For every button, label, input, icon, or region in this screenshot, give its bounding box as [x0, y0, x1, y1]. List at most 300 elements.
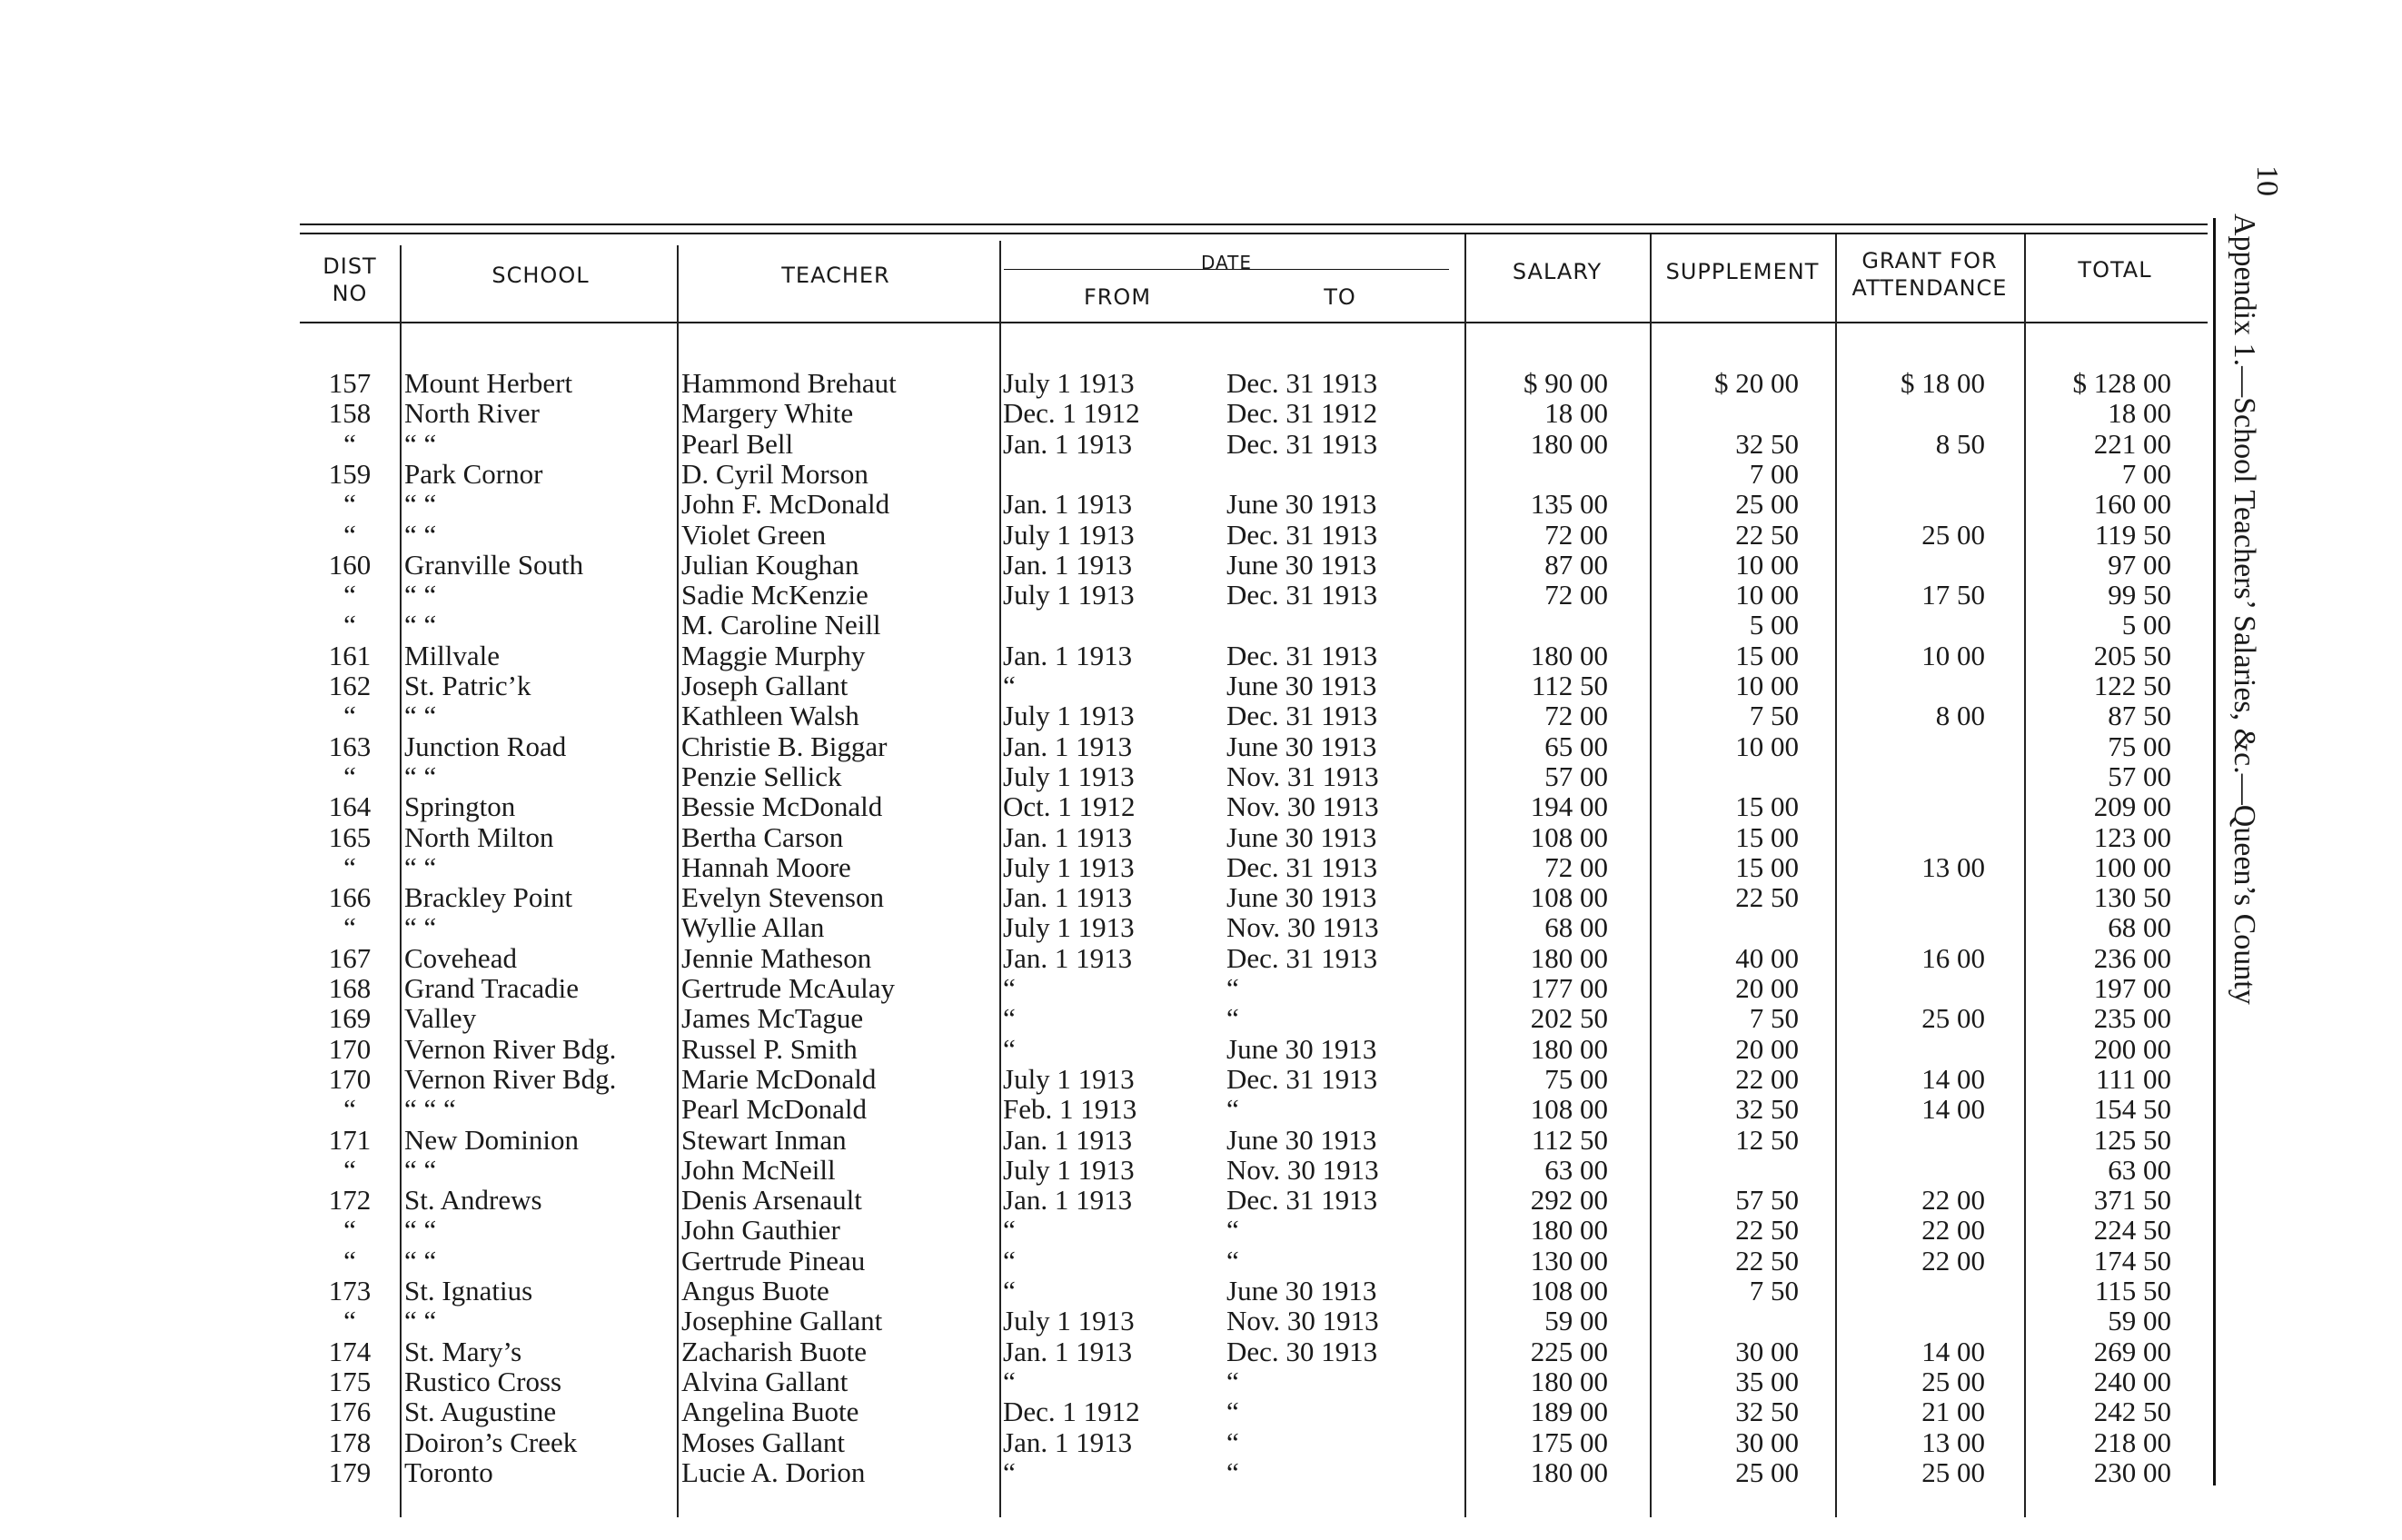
school-cell: “ “	[404, 1153, 437, 1186]
total-cell: 205 50	[2093, 639, 2171, 671]
grant-cell: 25 00	[1921, 518, 1985, 551]
school-cell: Vernon River Bdg.	[404, 1032, 617, 1065]
dist-cell: 158	[328, 397, 372, 430]
dist-cell: 163	[328, 730, 372, 762]
school-cell: Granville South	[404, 548, 584, 581]
school-cell: “ “	[404, 427, 437, 460]
supplement-cell: 32 50	[1735, 1093, 1799, 1126]
teacher-cell: Bessie McDonald	[681, 790, 883, 823]
teacher-cell: Pearl McDonald	[681, 1093, 868, 1126]
total-cell: 115 50	[2094, 1275, 2171, 1307]
date-to-cell: Dec. 31 1913	[1226, 700, 1378, 732]
salary-cell: 194 00	[1530, 790, 1608, 823]
date-to-cell: Dec. 30 1913	[1226, 1335, 1378, 1367]
teacher-cell: Hannah Moore	[681, 850, 851, 883]
dist-cell: “	[343, 700, 356, 732]
grant-cell: 22 00	[1921, 1244, 1985, 1277]
school-cell: “ “	[404, 1214, 437, 1247]
total-cell: 197 00	[2093, 972, 2171, 1004]
supplement-cell: 57 50	[1735, 1184, 1799, 1217]
total-cell: 5 00	[2121, 609, 2171, 641]
dist-cell: “	[343, 488, 356, 521]
salary-cell: 72 00	[1544, 579, 1608, 611]
header-salary: SALARY	[1512, 259, 1603, 284]
school-cell: St. Mary’s	[404, 1335, 522, 1367]
date-to-cell: “	[1226, 1002, 1239, 1035]
page-number: 10	[2250, 165, 2284, 196]
supplement-cell: 15 00	[1735, 639, 1799, 671]
dist-cell: 165	[328, 820, 372, 853]
grant-cell: 14 00	[1921, 1093, 1985, 1126]
total-cell: 240 00	[2093, 1365, 2171, 1397]
salary-cell: 63 00	[1544, 1153, 1608, 1186]
salary-cell: 180 00	[1530, 1365, 1608, 1397]
school-cell: “ “	[404, 579, 437, 611]
teacher-cell: Moses Gallant	[681, 1426, 845, 1458]
supplement-cell: 10 00	[1735, 579, 1799, 611]
salary-cell: 189 00	[1530, 1396, 1608, 1428]
date-from-cell: Dec. 1 1912	[1003, 1396, 1140, 1428]
header-dist	[300, 253, 400, 307]
supplement-cell: 10 00	[1735, 670, 1799, 701]
school-cell: North River	[404, 397, 540, 430]
total-cell: 230 00	[2093, 1456, 2171, 1488]
salary-cell: 108 00	[1530, 881, 1608, 914]
grant-cell: $ 18 00	[1901, 367, 1985, 399]
salary-cell: 175 00	[1530, 1426, 1608, 1458]
dist-cell: 179	[328, 1456, 372, 1488]
supplement-cell: 25 00	[1735, 488, 1799, 521]
date-from-cell: “	[1003, 670, 1016, 701]
salary-cell: 180 00	[1530, 639, 1608, 671]
date-from-cell: July 1 1913	[1003, 1153, 1135, 1186]
dist-cell: “	[343, 1305, 356, 1337]
school-cell: “ “	[404, 1244, 437, 1277]
date-from-cell: July 1 1913	[1003, 1062, 1135, 1095]
school-cell: St. Andrews	[404, 1184, 542, 1217]
grant-cell: 10 00	[1921, 639, 1985, 671]
date-from-cell: Jan. 1 1913	[1003, 1184, 1133, 1217]
school-cell: St. Augustine	[404, 1396, 557, 1428]
salary-cell: 180 00	[1530, 941, 1608, 974]
top-rule	[300, 224, 2208, 225]
salary-cell: $ 90 00	[1524, 367, 1608, 399]
dist-cell: “	[343, 1214, 356, 1247]
date-to-cell: Nov. 31 1913	[1226, 760, 1379, 792]
salary-cell: 65 00	[1544, 730, 1608, 762]
date-to-cell: June 30 1913	[1226, 1123, 1377, 1156]
dist-cell: 161	[328, 639, 372, 671]
teacher-cell: Christie B. Biggar	[681, 730, 888, 762]
date-from-cell: “	[1003, 1002, 1016, 1035]
teacher-cell: Lucie A. Dorion	[681, 1456, 866, 1488]
dist-cell: “	[343, 609, 356, 641]
header-total: TOTAL	[2078, 257, 2152, 283]
total-cell: 7 00	[2121, 457, 2171, 490]
teacher-cell: Penzie Sellick	[681, 760, 842, 792]
supplement-cell: 30 00	[1735, 1426, 1799, 1458]
header-school: SCHOOL	[491, 263, 590, 288]
school-cell: “ “	[404, 518, 437, 551]
supplement-cell: 10 00	[1735, 548, 1799, 581]
teacher-cell: Julian Koughan	[681, 548, 859, 581]
date-to-cell: “	[1226, 1365, 1239, 1397]
date-to-cell: June 30 1913	[1226, 881, 1377, 914]
grant-cell: 22 00	[1921, 1214, 1985, 1247]
date-to-cell: Dec. 31 1913	[1226, 850, 1378, 883]
date-from-cell: July 1 1913	[1003, 579, 1135, 611]
date-from-cell: Jan. 1 1913	[1003, 730, 1133, 762]
header-date: DATE	[1200, 252, 1253, 273]
salary-cell: 72 00	[1544, 518, 1608, 551]
date-to-cell: “	[1226, 1396, 1239, 1428]
total-cell: 242 50	[2093, 1396, 2171, 1428]
date-from-cell: July 1 1913	[1003, 850, 1135, 883]
date-from-cell: “	[1003, 1365, 1016, 1397]
total-cell: 235 00	[2093, 1002, 2171, 1035]
total-cell: 111 00	[2096, 1062, 2171, 1095]
date-from-cell: “	[1003, 1275, 1016, 1307]
date-from-cell: Jan. 1 1913	[1003, 941, 1133, 974]
total-cell: 224 50	[2093, 1214, 2171, 1247]
col-line-2	[677, 245, 679, 1517]
total-cell: 174 50	[2093, 1244, 2171, 1277]
total-cell: 18 00	[2108, 397, 2171, 430]
supplement-cell: 32 50	[1735, 1396, 1799, 1428]
grant-cell: 13 00	[1921, 1426, 1985, 1458]
salary-cell: 108 00	[1530, 1093, 1608, 1126]
supplement-cell: 15 00	[1735, 790, 1799, 823]
date-to-cell: June 30 1913	[1226, 820, 1377, 853]
teacher-cell: Maggie Murphy	[681, 639, 866, 671]
teacher-cell: Gertrude McAulay	[681, 972, 895, 1004]
total-cell: 371 50	[2093, 1184, 2171, 1217]
grant-cell: 25 00	[1921, 1002, 1985, 1035]
date-from-cell: July 1 1913	[1003, 911, 1135, 944]
date-to-cell: Dec. 31 1913	[1226, 579, 1378, 611]
teacher-cell: Stewart Inman	[681, 1123, 847, 1156]
salary-cell: 87 00	[1544, 548, 1608, 581]
date-to-cell: Nov. 30 1913	[1226, 1305, 1379, 1337]
total-cell: 236 00	[2093, 941, 2171, 974]
total-cell: $ 128 00	[2072, 367, 2171, 399]
dist-cell: “	[343, 579, 356, 611]
date-from-cell: “	[1003, 1244, 1016, 1277]
teacher-cell: John McNeill	[681, 1153, 836, 1186]
dist-cell: 166	[328, 881, 372, 914]
date-to-cell: Dec. 31 1913	[1226, 518, 1378, 551]
total-cell: 269 00	[2093, 1335, 2171, 1367]
grant-cell: 21 00	[1921, 1396, 1985, 1428]
supplement-cell: 7 50	[1749, 700, 1799, 732]
dist-cell: 160	[328, 548, 372, 581]
teacher-cell: Hammond Brehaut	[681, 367, 897, 399]
salary-cell: 180 00	[1530, 1456, 1608, 1488]
dist-cell: 173	[328, 1275, 372, 1307]
school-cell: “ “ “	[404, 1093, 456, 1126]
school-cell: “ “	[404, 850, 437, 883]
total-cell: 97 00	[2108, 548, 2171, 581]
side-title: Appendix 1.—School Teachers’ Salaries, &c.—Queen’s County	[2228, 214, 2261, 1005]
supplement-cell: 20 00	[1735, 1032, 1799, 1065]
dist-cell: 178	[328, 1426, 372, 1458]
salary-cell: 75 00	[1544, 1062, 1608, 1095]
school-cell: “ “	[404, 488, 437, 521]
salary-cell: 135 00	[1530, 488, 1608, 521]
school-cell: “ “	[404, 760, 437, 792]
teacher-cell: Kathleen Walsh	[681, 700, 859, 732]
date-to-cell: Nov. 30 1913	[1226, 911, 1379, 944]
dist-cell: 164	[328, 790, 372, 823]
date-to-cell: “	[1226, 972, 1239, 1004]
teacher-cell: James McTague	[681, 1002, 864, 1035]
total-cell: 57 00	[2108, 760, 2171, 792]
date-to-cell: Dec. 31 1913	[1226, 367, 1378, 399]
total-cell: 218 00	[2093, 1426, 2171, 1458]
salary-cell: 292 00	[1530, 1184, 1608, 1217]
dist-cell: 159	[328, 457, 372, 490]
dist-cell: 162	[328, 670, 372, 701]
teacher-cell: Evelyn Stevenson	[681, 881, 884, 914]
school-cell: Covehead	[404, 941, 517, 974]
total-cell: 209 00	[2093, 790, 2171, 823]
dist-cell: 168	[328, 972, 372, 1004]
grant-cell: 14 00	[1921, 1062, 1985, 1095]
date-from-cell: Jan. 1 1913	[1003, 488, 1133, 521]
dist-cell: “	[343, 1093, 356, 1126]
dist-cell: 176	[328, 1396, 372, 1428]
teacher-cell: Margery White	[681, 397, 854, 430]
school-cell: Rustico Cross	[404, 1365, 562, 1397]
supplement-cell: 20 00	[1735, 972, 1799, 1004]
header-supplement: SUPPLEMENT	[1665, 259, 1820, 284]
date-from-cell: Jan. 1 1913	[1003, 820, 1133, 853]
date-from-cell: Jan. 1 1913	[1003, 427, 1133, 460]
teacher-cell: Alvina Gallant	[681, 1365, 849, 1397]
school-cell: Doiron’s Creek	[404, 1426, 578, 1458]
date-to-cell: “	[1226, 1456, 1239, 1488]
teacher-cell: Wyllie Allan	[681, 911, 825, 944]
salary-cell: 108 00	[1530, 820, 1608, 853]
supplement-cell: 12 50	[1735, 1123, 1799, 1156]
date-to-cell: Dec. 31 1912	[1226, 397, 1378, 430]
dist-cell: 170	[328, 1032, 372, 1065]
dist-cell: 157	[328, 367, 372, 399]
date-to-cell: Dec. 31 1913	[1226, 1184, 1378, 1217]
date-to-cell: June 30 1913	[1226, 1275, 1377, 1307]
grant-cell: 8 00	[1935, 700, 1985, 732]
grant-cell: 17 50	[1921, 579, 1985, 611]
date-from-cell: Feb. 1 1913	[1003, 1093, 1137, 1126]
teacher-cell: D. Cyril Morson	[681, 457, 868, 490]
teacher-cell: Denis Arsenault	[681, 1184, 862, 1217]
col-line-1	[400, 245, 402, 1517]
date-to-cell: Dec. 31 1913	[1226, 1062, 1378, 1095]
salary-cell: 112 50	[1531, 1123, 1608, 1156]
total-cell: 99 50	[2108, 579, 2171, 611]
school-cell: “ “	[404, 700, 437, 732]
dist-cell: 174	[328, 1335, 372, 1367]
teacher-cell: Angelina Buote	[681, 1396, 859, 1428]
date-from-cell: “	[1003, 1032, 1016, 1065]
teacher-cell: Marie McDonald	[681, 1062, 877, 1095]
salary-cell: 225 00	[1530, 1335, 1608, 1367]
supplement-cell: 22 50	[1735, 518, 1799, 551]
supplement-cell: 22 00	[1735, 1062, 1799, 1095]
supplement-cell: 22 50	[1735, 1244, 1799, 1277]
teacher-cell: Russel P. Smith	[681, 1032, 858, 1065]
date-to-cell: Dec. 31 1913	[1226, 941, 1378, 974]
total-cell: 75 00	[2108, 730, 2171, 762]
supplement-cell: 5 00	[1749, 609, 1799, 641]
teacher-cell: Violet Green	[681, 518, 827, 551]
date-from-cell: “	[1003, 1456, 1016, 1488]
dist-cell: “	[343, 1153, 356, 1186]
date-from-cell: July 1 1913	[1003, 700, 1135, 732]
date-from-cell: “	[1003, 1214, 1016, 1247]
salary-cell: 59 00	[1544, 1305, 1608, 1337]
header-rule	[300, 322, 2208, 323]
supplement-cell: 32 50	[1735, 427, 1799, 460]
school-cell: Millvale	[404, 639, 501, 671]
date-to-cell: June 30 1913	[1226, 548, 1377, 581]
teacher-cell: John Gauthier	[681, 1214, 840, 1247]
date-to-cell: Nov. 30 1913	[1226, 1153, 1379, 1186]
header-to: TO	[1324, 284, 1356, 310]
date-from-cell: Jan. 1 1913	[1003, 881, 1133, 914]
teacher-cell: John F. McDonald	[681, 488, 890, 521]
salary-cell: 180 00	[1530, 1214, 1608, 1247]
dist-cell: “	[343, 760, 356, 792]
date-from-cell: Jan. 1 1913	[1003, 1426, 1133, 1458]
salary-cell: 202 50	[1530, 1002, 1608, 1035]
date-to-cell: Dec. 31 1913	[1226, 427, 1378, 460]
supplement-cell: 40 00	[1735, 941, 1799, 974]
supplement-cell: 10 00	[1735, 730, 1799, 762]
header-grant-line2: ATTENDANCE	[1851, 275, 2008, 301]
header-dist-line1: DIST	[323, 253, 377, 279]
school-cell: New Dominion	[404, 1123, 580, 1156]
teacher-cell: Gertrude Pineau	[681, 1244, 866, 1277]
total-cell: 122 50	[2093, 670, 2171, 701]
salary-cell: 112 50	[1531, 670, 1608, 701]
col-line-3	[999, 241, 1001, 1517]
dist-cell: “	[343, 427, 356, 460]
supplement-cell: 7 50	[1749, 1002, 1799, 1035]
date-from-cell: Jan. 1 1913	[1003, 548, 1133, 581]
total-cell: 221 00	[2093, 427, 2171, 460]
school-cell: “ “	[404, 1305, 437, 1337]
top-rule-inner	[300, 233, 2208, 234]
teacher-cell: Bertha Carson	[681, 820, 844, 853]
date-from-cell: Oct. 1 1912	[1003, 790, 1136, 823]
date-to-cell: “	[1226, 1244, 1239, 1277]
dist-cell: 167	[328, 941, 372, 974]
grant-cell: 22 00	[1921, 1184, 1985, 1217]
total-cell: 100 00	[2093, 850, 2171, 883]
salary-cell: 68 00	[1544, 911, 1608, 944]
date-from-cell: July 1 1913	[1003, 367, 1135, 399]
teacher-cell: Zacharish Buote	[681, 1335, 868, 1367]
total-cell: 160 00	[2093, 488, 2171, 521]
header-teacher: TEACHER	[781, 263, 890, 288]
col-line-6	[1835, 234, 1837, 1517]
total-cell: 130 50	[2093, 881, 2171, 914]
teacher-cell: Jennie Matheson	[681, 941, 872, 974]
date-from-cell: “	[1003, 972, 1016, 1004]
date-to-cell: “	[1226, 1093, 1239, 1126]
teacher-cell: Pearl Bell	[681, 427, 794, 460]
supplement-cell: 35 00	[1735, 1365, 1799, 1397]
grant-cell: 13 00	[1921, 850, 1985, 883]
total-cell: 123 00	[2093, 820, 2171, 853]
salary-cell: 72 00	[1544, 700, 1608, 732]
dist-cell: 172	[328, 1184, 372, 1217]
school-cell: North Milton	[404, 820, 554, 853]
header-grant	[1835, 247, 2024, 302]
salary-cell: 180 00	[1530, 1032, 1608, 1065]
date-to-cell: June 30 1913	[1226, 488, 1377, 521]
supplement-cell: 30 00	[1735, 1335, 1799, 1367]
supplement-cell: $ 20 00	[1714, 367, 1799, 399]
salary-cell: 72 00	[1544, 850, 1608, 883]
school-cell: Grand Tracadie	[404, 972, 579, 1004]
salary-cell: 180 00	[1530, 427, 1608, 460]
date-to-cell: Nov. 30 1913	[1226, 790, 1379, 823]
school-cell: Park Cornor	[404, 457, 543, 490]
total-cell: 119 50	[2094, 518, 2171, 551]
total-cell: 87 50	[2108, 700, 2171, 732]
school-cell: St. Patric’k	[404, 670, 531, 701]
supplement-cell: 25 00	[1735, 1456, 1799, 1488]
supplement-cell: 15 00	[1735, 820, 1799, 853]
date-to-cell: Dec. 31 1913	[1226, 639, 1378, 671]
supplement-cell: 7 00	[1749, 457, 1799, 490]
salary-cell: 57 00	[1544, 760, 1608, 792]
school-cell: St. Ignatius	[404, 1275, 533, 1307]
date-from-cell: July 1 1913	[1003, 760, 1135, 792]
total-cell: 125 50	[2093, 1123, 2171, 1156]
dist-cell: “	[343, 911, 356, 944]
dist-cell: 175	[328, 1365, 372, 1397]
school-cell: Toronto	[404, 1456, 493, 1488]
dist-cell: “	[343, 518, 356, 551]
header-from: FROM	[1083, 284, 1152, 310]
teacher-cell: Angus Buote	[681, 1275, 829, 1307]
date-to-cell: June 30 1913	[1226, 730, 1377, 762]
dist-cell: “	[343, 850, 356, 883]
dist-cell: “	[343, 1244, 356, 1277]
supplement-cell: 22 50	[1735, 881, 1799, 914]
grant-cell: 8 50	[1935, 427, 1985, 460]
date-from-cell: Dec. 1 1912	[1003, 397, 1140, 430]
total-cell: 154 50	[2093, 1093, 2171, 1126]
salary-cell: 177 00	[1530, 972, 1608, 1004]
total-cell: 200 00	[2093, 1032, 2171, 1065]
school-cell: Brackley Point	[404, 881, 573, 914]
col-line-5	[1650, 234, 1652, 1517]
school-cell: Vernon River Bdg.	[404, 1062, 617, 1095]
teacher-cell: M. Caroline Neill	[681, 609, 881, 641]
school-cell: Mount Herbert	[404, 367, 573, 399]
date-from-cell: July 1 1913	[1003, 1305, 1135, 1337]
school-cell: “ “	[404, 911, 437, 944]
grant-cell: 25 00	[1921, 1365, 1985, 1397]
salary-cell: 130 00	[1530, 1244, 1608, 1277]
teacher-cell: Sadie McKenzie	[681, 579, 868, 611]
date-to-cell: June 30 1913	[1226, 1032, 1377, 1065]
header-dist-line2: NO	[332, 281, 368, 306]
